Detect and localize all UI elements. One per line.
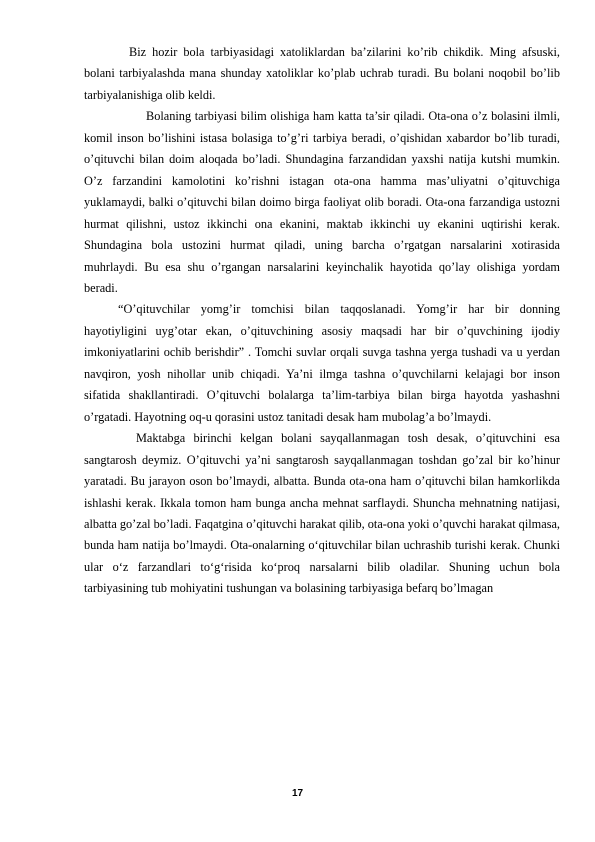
paragraph-2: Bolaning tarbiyasi bilim olishiga ham katta ta’sir qiladi. Ota-ona o’z bolasini ilmli, komil inson bo’lishini istasa bolasiga to’g’ri tarbiya beradi, o’qishidan xabardor bo’lib turadi, o’qituvchi bilan doim aloqada bo’ladi. Shundagina farzandidan yaxshi natija kutshi mumkin. O’z farzandini kamolotini ko’rishni istagan ota-ona hamma mas’uliyatni o’qituvchiga yuklamaydi, balki o’qituvchi bilan doimo birga faoliyat olib boradi. Ota-ona farzandiga ustozni hurmat qilishni, ustoz ikkinchi ona ekanini, maktab ikkinchi uy ekanini uqtirishi kerak. Shundagina bola ustozini hurmat qiladi, uning barcha o’rgatgan narsalarini xotirasida muhrlaydi. Bu esa shu o’rgangan narsalarini keyinchalik hayotida qo’lay olishiga yordam beradi. xyxy=(84,109,560,295)
paragraph-3: “O’qituvchilar yomg’ir tomchisi bilan taqqoslanadi. Yomg’ir har bir donning hayotiyligini uyg’otar ekan, o’qituvchining asosiy maqsadi har bir o’quvchining ijodiy imkoniyatlarini ochib berishdir” . Tomchi suvlar orqali suvga tashna yerga tushadi va u yerdan navqiron, yosh nihollar unib chiqadi. Ya’ni ilmga tashna o’quvchilarni kelajagi bor inson sifatida shakllantiradi. O’qituvchi bolalarga ta’lim-tarbiya bilan birga hayotda yashashni o’rgatadi. Hayotning oq-u qorasini ustoz tanitadi desak ham mubolag’a bo’lmaydi. xyxy=(84,302,560,424)
document-page xyxy=(84,42,560,600)
paragraph-4: Maktabga birinchi kelgan bolani sayqallanmagan tosh desak, o’qituvchini esa sangtarosh deymiz. O’qituvchi ya’ni sangtarosh sayqallanmagan toshdan go’zal bir ko’hinur yaratadi. Bu jarayon oson bo’lmaydi, albatta. Bunda ota-ona ham o’qituvchi bilan hamkorlikda ishlashi kerak. Ikkala tomon ham bunga ancha mehnat sarflaydi. Shuncha mehnatning natijasi, albatta go’zal bo’ladi. Faqatgina o’qituvchi harakat qilib, ota-ona yoki o’quvchi harakat qilmasa, bunda ham natija bo’lmaydi. Ota-onalarning o‘qituvchilar bilan uchrashib turishi kerak. Chunki ular o‘z farzandlari to‘g‘risida ko‘proq narsalarni bilib oladilar. Shuning uchun bola tarbiyasining tub mohiyatini tushungan va bolasining tarbiyasiga befarq bo’lmagan xyxy=(84,431,561,596)
page-number: 17 xyxy=(291,788,304,799)
paragraph-1: Biz hozir bola tarbiyasidagi xatoliklardan ba’zilarini ko’rib chikdik. Ming afsuski, bolani tarbiyalashda mana shunday xatoliklar ko’plab uchrab turadi. Bu bolani noqobil bo’lib tarbiyalanishiga olib keldi. xyxy=(84,45,560,102)
